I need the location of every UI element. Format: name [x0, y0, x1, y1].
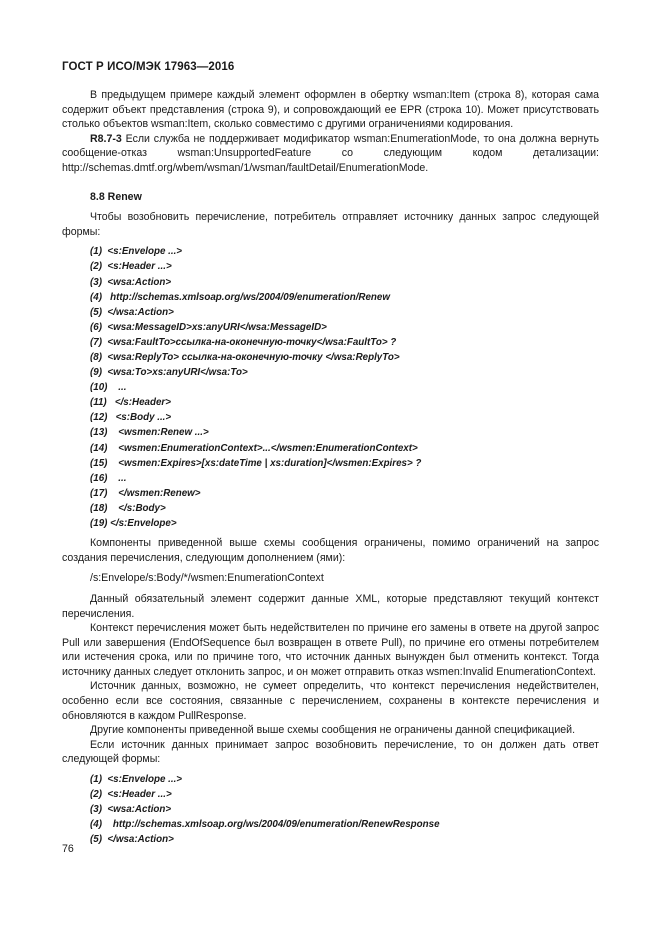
paragraph-items-explanation: В предыдущем примере каждый элемент оформлен в обертку wsman:Item (строка 8), которая сама содержит объект представления (строка 9), и сопровождающий ее EPR (строка 10). Может присутствовать столько объектов wsman:Item, сколько совместимо с другими ограничениями кодирования.: [62, 89, 599, 131]
section-title: 8.8 Renew: [90, 190, 142, 203]
code-block-renew-request: [90, 244, 599, 531]
paragraph-invalid-context: Контекст перечисления может быть недействителен по причине его замены в ответе на другой запрос Pull или завершения (EndOfSequence был возвращен в ответе Pull), по причине его отмены потребителем или истечения срока, или по причине того, что источник данных вынужден был отменить контекст. Тогда источнику данных следует отклонить запрос, и он может отправить отказ wsmen:Invalid EnumerationContext.: [62, 622, 599, 678]
paragraph-renew-intro: Чтобы возобновить перечисление, потребитель отправляет источнику данных запрос следующей формы:: [62, 211, 599, 238]
code-line: (6) <wsa:MessageID>xs:anyURI</wsa:MessageID>: [90, 321, 327, 333]
code-line: (4) http://schemas.xmlsoap.org/ws/2004/09/enumeration/Renew: [90, 291, 390, 303]
code-line: (19) </s:Envelope>: [90, 518, 177, 530]
code-line: (14) <wsmen:EnumerationContext>...</wsmen:EnumerationContext>: [90, 442, 418, 454]
document-header: ГОСТ Р ИСО/МЭК 17963—2016: [62, 61, 235, 73]
code-line: (4) http://schemas.xmlsoap.org/ws/2004/09/enumeration/RenewResponse: [90, 819, 440, 831]
rule-r8-7-3: [62, 132, 599, 176]
paragraph-renew-response-intro: Если источник данных принимает запрос возобновить перечисление, то он должен дать ответ следующей формы:: [62, 738, 599, 766]
code-line: (11) </s:Header>: [90, 397, 171, 409]
code-line: (13) <wsmen:Renew ...>: [90, 427, 209, 439]
xpath-enumeration-context: /s:Envelope/s:Body/*/wsmen:EnumerationContext: [90, 572, 324, 585]
paragraph-source-may-not-determine: Источник данных, возможно, не сумеет определить, что контекст перечисления недействителен, особенно если все состояния, связанные с перечислением, сохранены в контексте перечисления и обновляются в каждом PullResponse.: [62, 680, 599, 722]
page-number: 76: [62, 843, 74, 855]
code-line: (10) ...: [90, 382, 127, 394]
code-line: (12) <s:Body ...>: [90, 412, 172, 424]
code-line: (1) <s:Envelope ...>: [90, 246, 183, 258]
paragraph-other-components: Другие компоненты приведенной выше схемы сообщения не ограничены данной спецификацией.: [90, 724, 576, 737]
code-line: (2) <s:Header ...>: [90, 789, 172, 801]
code-line: (18) </s:Body>: [90, 502, 166, 514]
code-line: (16) ...: [90, 472, 127, 484]
code-line: (3) <wsa:Action>: [90, 276, 172, 288]
paragraph-components-constraints: Компоненты приведенной выше схемы сообщения ограничены, помимо ограничений на запрос создания перечисления, следующим дополнением (ями):: [62, 537, 599, 564]
code-line: (5) </wsa:Action>: [90, 306, 174, 318]
code-line: (2) <s:Header ...>: [90, 261, 172, 273]
code-line: (1) <s:Envelope ...>: [90, 774, 183, 786]
code-line: (3) <wsa:Action>: [90, 804, 172, 816]
code-line: (17) </wsmen:Renew>: [90, 487, 201, 499]
rule-label: R8.7-3: [90, 132, 122, 145]
rule-text: Если служба не поддерживает модификатор wsman:EnumerationMode, то она должна вернуть сообщение-отказ wsman:UnsupportedFeature со следующим кодом детализации: http://schemas.dmtf.org/wbem/wsman/1/wsman/faultDetail/EnumerationMode.: [62, 132, 599, 174]
code-line: (8) <wsa:ReplyTo> ссылка-на-оконечную-точку </wsa:ReplyTo>: [90, 352, 400, 363]
paragraph-required-element: Данный обязательный элемент содержит данные XML, которые представляют текущий контекст перечисления.: [62, 592, 599, 620]
code-block-renew-response: [90, 772, 599, 847]
page-content: [62, 88, 599, 853]
code-line: (5) </wsa:Action>: [90, 834, 174, 846]
code-line: (9) <wsa:To>xs:anyURI</wsa:To>: [90, 367, 248, 379]
code-line: (7) <wsa:FaultTo>ссылка-на-оконечную-точку</wsa:FaultTo> ?: [90, 336, 397, 348]
code-line: (15) <wsmen:Expires>[xs:dateTime | xs:duration]</wsmen:Expires> ?: [90, 457, 422, 469]
